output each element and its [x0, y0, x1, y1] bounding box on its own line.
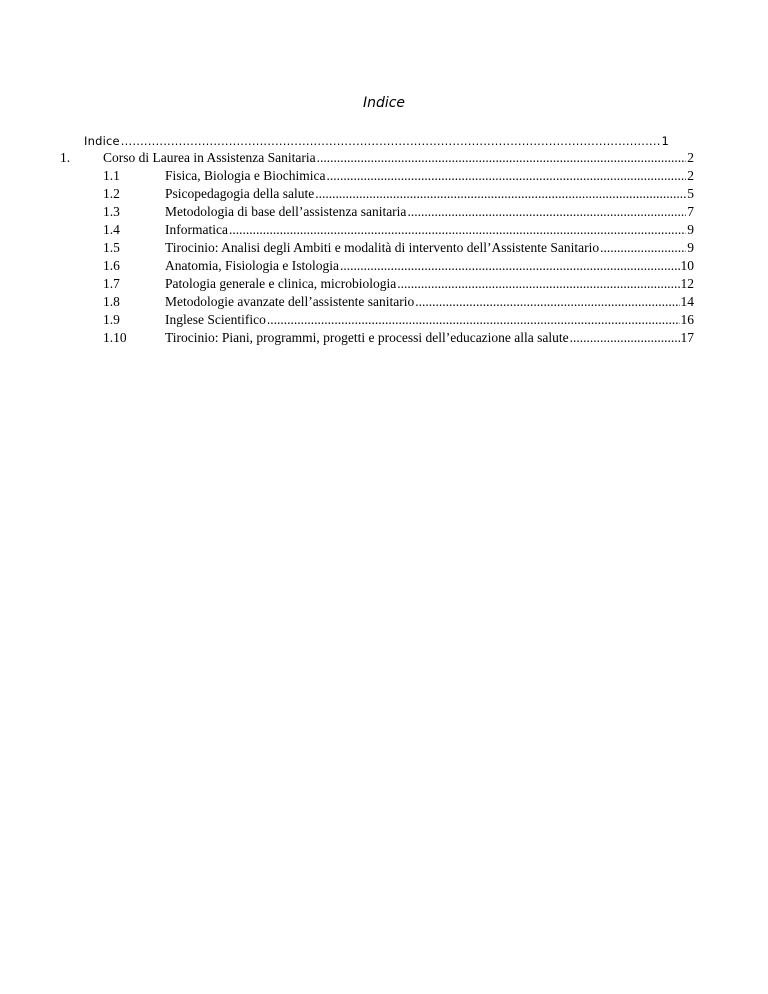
toc-entry-section[interactable]	[103, 330, 694, 346]
toc-entry-label: Metodologie avanzate dell’assistente sanitario	[165, 294, 415, 309]
toc-entry-label: Tirocinio: Analisi degli Ambiti e modalità di intervento dell’Assistente Sanitario	[165, 240, 600, 255]
toc-entry-number: 1.7	[103, 276, 120, 291]
toc-entry-number: 1.8	[103, 294, 120, 309]
toc-entry-label: Psicopedagogia della salute	[165, 186, 315, 201]
toc-entry-page: 12	[680, 276, 694, 291]
dot-leader	[600, 240, 686, 256]
toc-entry-number: 1.9	[103, 312, 120, 327]
dot-leader	[121, 134, 661, 148]
toc-entry-label: Patologia generale e clinica, microbiologia	[165, 276, 397, 291]
toc-entry-page: 2	[687, 150, 694, 165]
toc-entry-label: Metodologia di base dell’assistenza sanitaria	[165, 204, 407, 219]
toc-entry-section[interactable]	[103, 258, 694, 274]
toc-entry-page: 9	[687, 240, 694, 255]
dot-leader	[415, 294, 679, 310]
toc-entry-label: Fisica, Biologia e Biochimica	[165, 168, 326, 183]
toc-entry-label: Indice	[84, 134, 120, 148]
toc-entry-number: 1.3	[103, 204, 120, 219]
toc-entry-indice[interactable]	[84, 134, 669, 148]
toc-entry-section[interactable]	[103, 168, 694, 184]
toc-entry-number: 1.	[60, 150, 71, 165]
toc-entry-number: 1.10	[103, 330, 127, 345]
toc-entry-section[interactable]	[103, 204, 694, 220]
dot-leader	[407, 204, 686, 220]
toc-entry-number: 1.5	[103, 240, 120, 255]
dot-leader	[267, 312, 680, 328]
toc-entry-label: Anatomia, Fisiologia e Istologia	[165, 258, 339, 273]
toc-entry-number: 1.6	[103, 258, 120, 273]
toc-entry-label: Tirocinio: Piani, programmi, progetti e processi dell’educazione alla salute	[165, 330, 569, 345]
toc-entry-page: 5	[687, 186, 694, 201]
dot-leader	[340, 258, 680, 274]
toc-entry-chapter[interactable]	[60, 150, 694, 166]
dot-leader	[315, 186, 686, 202]
toc-entry-page: 14	[680, 294, 694, 309]
toc-entry-section[interactable]	[103, 186, 694, 202]
toc-entry-page: 2	[687, 168, 694, 183]
toc-entry-label: Inglese Scientifico	[165, 312, 266, 327]
page-title: Indice	[362, 95, 406, 111]
toc-entry-section[interactable]	[103, 240, 694, 256]
toc-entry-section[interactable]	[103, 222, 694, 238]
toc-entry-page: 16	[680, 312, 694, 327]
toc-entry-page: 17	[680, 330, 694, 345]
toc-entry-number: 1.2	[103, 186, 120, 201]
toc-entry-label: Corso di Laurea in Assistenza Sanitaria	[103, 150, 316, 165]
toc-entry-section[interactable]	[103, 294, 694, 310]
dot-leader	[397, 276, 679, 292]
dot-leader	[229, 222, 686, 238]
toc-entry-section[interactable]	[103, 276, 694, 292]
toc-entry-number: 1.4	[103, 222, 120, 237]
dot-leader	[570, 330, 680, 346]
dot-leader	[317, 150, 687, 166]
toc-entry-page: 7	[687, 204, 694, 219]
toc-entry-page: 10	[680, 258, 694, 273]
dot-leader	[326, 168, 686, 184]
toc-entry-section[interactable]	[103, 312, 694, 328]
toc-entry-number: 1.1	[103, 168, 120, 183]
toc-entry-label: Informatica	[165, 222, 228, 237]
toc-entry-page: 9	[687, 222, 694, 237]
toc-entry-page: 1	[661, 134, 669, 148]
